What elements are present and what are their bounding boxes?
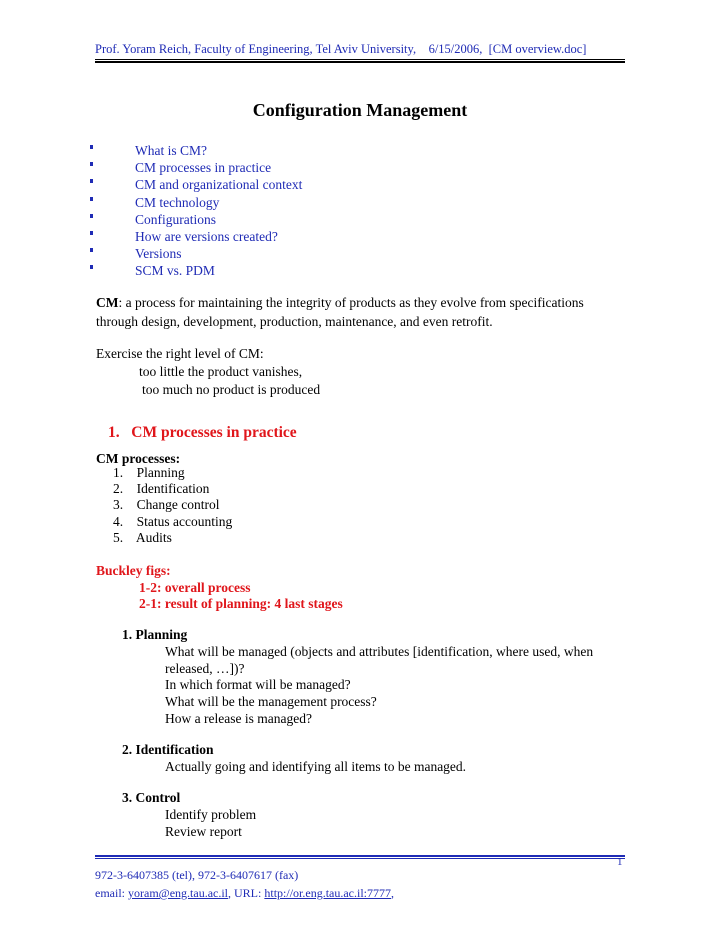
bullet-icon [90, 179, 93, 183]
buckley-figs [96, 563, 343, 613]
control-line: Identify problem [165, 807, 257, 822]
page-number: 1 [617, 856, 623, 868]
page-header: Prof. Yoram Reich, Faculty of Engineering, Tel Aviv University, 6/15/2006, [CM overview.doc] [95, 42, 587, 56]
control-line: Review report [165, 824, 242, 839]
control-section [122, 789, 256, 840]
planning-heading: 1. Planning [122, 627, 188, 642]
processes-list [113, 465, 232, 546]
list-item: 3. Change control [113, 497, 220, 513]
footer-rule-thin [95, 858, 625, 859]
exercise-line: too much no product is produced [142, 382, 321, 397]
header-rule-thick [95, 61, 625, 63]
exercise-paragraph [96, 345, 320, 399]
bullet-icon [90, 248, 93, 252]
header-rule [95, 59, 625, 60]
buckley-fig: 1-2: overall process [139, 579, 251, 595]
footer-trail: , [391, 886, 395, 900]
email-label: email: [95, 886, 128, 900]
identification-section [122, 741, 466, 775]
list-item: 1. Planning [113, 465, 185, 480]
identification-heading: 2. Identification [122, 742, 214, 757]
definition-text-cont: through design, development, production, maintenance, and even retrofit. [96, 314, 493, 329]
footer-contact [95, 886, 394, 901]
footer-phone: 972-3-6407385 (tel), 972-3-6407617 (fax) [95, 868, 299, 882]
list-item: 4. Status accounting [113, 513, 233, 529]
buckley-label: Buckley figs: [96, 563, 171, 578]
planning-line: What will be managed (objects and attributes [identification, where used, when [165, 643, 594, 659]
footer-rule [95, 855, 625, 857]
planning-line: How a release is managed? [165, 710, 312, 726]
planning-line: released, …])? [165, 660, 245, 676]
planning-section [122, 627, 593, 728]
processes-label: CM processes: [96, 451, 181, 466]
definition-text: : a process for maintaining the integrity of products as they evolve from specifications [118, 295, 584, 310]
planning-line: What will be the management process? [165, 694, 377, 710]
bullet-icon [90, 214, 93, 218]
list-item: 5. Audits [113, 529, 172, 545]
exercise-line: Exercise the right level of CM: [96, 346, 264, 361]
bullet-icon [90, 265, 93, 269]
bullet-icon [90, 145, 93, 149]
buckley-fig: 2-1: result of planning: 4 last stages [139, 596, 343, 611]
planning-line: In which format will be managed? [165, 677, 351, 693]
bullet-icon [90, 197, 93, 201]
email-link[interactable]: yoram@eng.tau.ac.il [128, 886, 229, 900]
control-heading: 3. Control [122, 790, 181, 805]
bullet-icon [90, 162, 93, 166]
bullet-icon [90, 231, 93, 235]
document-title: Configuration Management [252, 100, 468, 120]
definition-paragraph [96, 293, 584, 331]
identification-line: Actually going and identifying all items to be managed. [165, 759, 467, 774]
exercise-line: too little the product vanishes, [139, 364, 303, 379]
url-link[interactable]: http://or.eng.tau.ac.il:7777 [264, 886, 392, 900]
url-label: , URL: [228, 886, 265, 900]
list-item: 2. Identification [113, 481, 210, 497]
section-heading: 1. CM processes in practice [108, 424, 297, 441]
definition-term: CM [96, 295, 119, 310]
